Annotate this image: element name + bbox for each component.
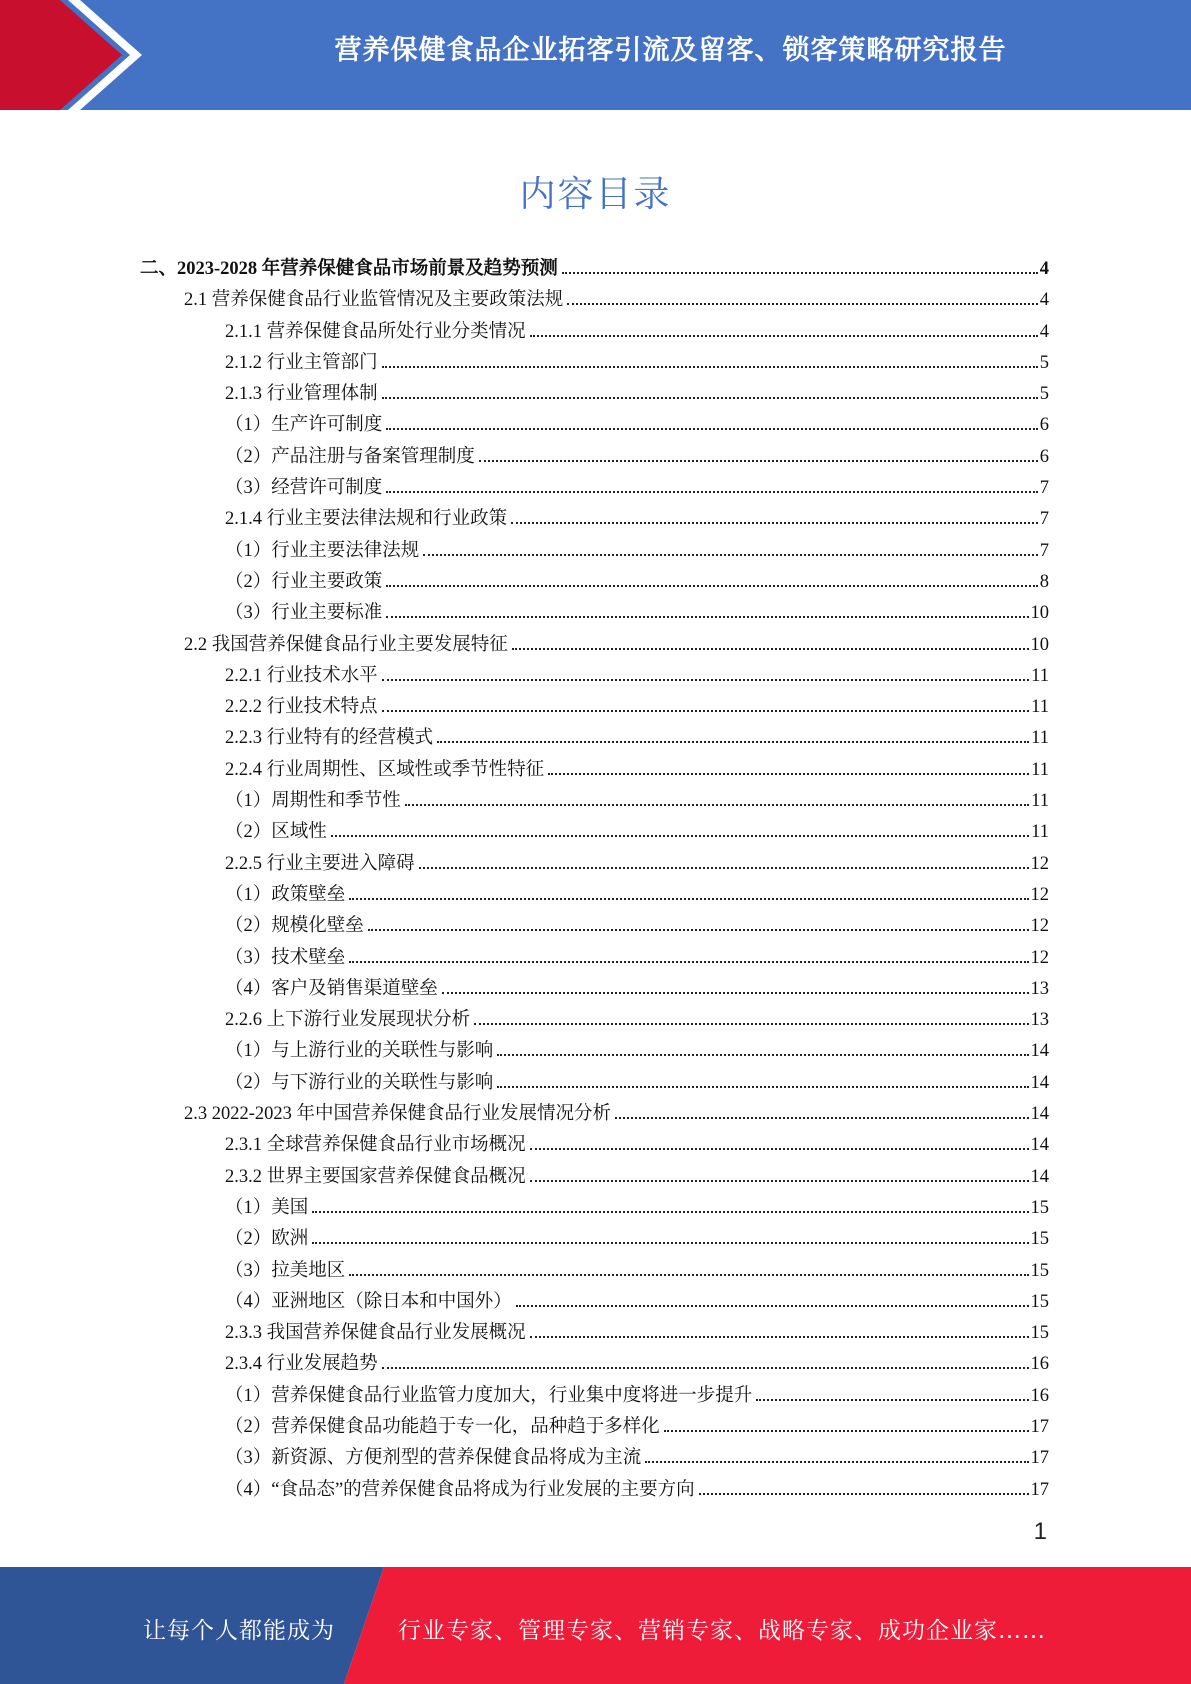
- toc-entry[interactable]: [140, 473, 1049, 504]
- toc-entry[interactable]: [140, 1412, 1049, 1443]
- toc-entry-page: 11: [1031, 665, 1049, 686]
- toc-entry-page: 7: [1039, 540, 1049, 561]
- toc-entry[interactable]: [140, 598, 1049, 629]
- toc-leader-dots: [615, 1117, 1028, 1119]
- toc-entry-page: 15: [1030, 1323, 1049, 1344]
- toc-entry-label: （3）行业主要标准: [225, 603, 383, 624]
- toc-entry-label: 2.1 营养保健食品行业监管情况及主要政策法规: [184, 290, 564, 311]
- toc-entry-label: （2）区域性: [225, 822, 327, 843]
- toc-entry-page: 17: [1030, 1448, 1049, 1469]
- toc-entry-page: 16: [1030, 1385, 1049, 1406]
- toc-entry[interactable]: [140, 1224, 1049, 1255]
- toc-entry[interactable]: [140, 786, 1049, 817]
- toc-entry[interactable]: [140, 285, 1049, 316]
- footer-slogan-left: 让每个人都能成为: [143, 1618, 335, 1644]
- toc-leader-dots: [664, 1430, 1029, 1432]
- toc-entry[interactable]: [140, 1256, 1049, 1287]
- toc-entry[interactable]: [140, 974, 1049, 1005]
- toc-leader-dots: [312, 1242, 1028, 1244]
- toc-entry[interactable]: [140, 1130, 1049, 1161]
- toc-leader-dots: [479, 460, 1038, 462]
- toc-entry[interactable]: [140, 692, 1049, 723]
- toc-entry-label: 2.3 2022-2023 年中国营养保健食品行业发展情况分析: [184, 1104, 612, 1125]
- toc-leader-dots: [331, 835, 1029, 837]
- toc-entry-label: （2）营养保健食品功能趋于专一化，品种趋于多样化: [225, 1416, 660, 1437]
- toc-entry-label: 2.2.2 行业技术特点: [225, 697, 378, 718]
- toc-entry[interactable]: [140, 817, 1049, 848]
- toc-entry-label: （2）行业主要政策: [225, 571, 383, 592]
- toc-entry-page: 12: [1030, 884, 1049, 905]
- toc-entry-label: 2.2 我国营养保健食品行业主要发展特征: [184, 634, 508, 655]
- toc-leader-dots: [419, 867, 1029, 869]
- toc-entry[interactable]: [140, 1068, 1049, 1099]
- toc-entry-label: 2.2.3 行业特有的经营模式: [225, 728, 434, 749]
- toc-entry-label: （1）生产许可制度: [225, 415, 383, 436]
- toc-entry[interactable]: [140, 880, 1049, 911]
- toc-leader-dots: [349, 898, 1028, 900]
- toc-entry-label: 2.3.3 我国营养保健食品行业发展概况: [225, 1323, 526, 1344]
- toc-entry-page: 7: [1039, 478, 1049, 499]
- toc-entry-page: 15: [1030, 1260, 1049, 1281]
- toc-entry-page: 11: [1031, 822, 1049, 843]
- toc-leader-dots: [567, 303, 1037, 305]
- toc-entry-label: 2.2.6 上下游行业发展现状分析: [225, 1010, 471, 1031]
- toc-leader-dots: [548, 773, 1029, 775]
- toc-leader-dots: [382, 710, 1030, 712]
- toc-leader-dots: [368, 929, 1029, 931]
- toc-leader-dots: [386, 585, 1037, 587]
- toc-entry-label: 2.1.2 行业主管部门: [225, 352, 378, 373]
- toc-entry-page: 16: [1030, 1354, 1049, 1375]
- toc-entry-page: 14: [1030, 1135, 1049, 1156]
- toc-leader-dots: [386, 616, 1028, 618]
- toc-leader-dots: [382, 366, 1038, 368]
- toc-entry[interactable]: [140, 661, 1049, 692]
- toc-entry-label: （2）规模化壁垒: [225, 916, 364, 937]
- toc-entry-label: （1）行业主要法律法规: [225, 540, 420, 561]
- toc-entry[interactable]: [140, 849, 1049, 880]
- toc-leader-dots: [530, 1180, 1029, 1182]
- toc-entry-page: 11: [1031, 759, 1049, 780]
- toc-leader-dots: [511, 522, 1038, 524]
- toc-leader-dots: [497, 1054, 1028, 1056]
- toc-entry-label: 2.1.3 行业管理体制: [225, 384, 378, 405]
- toc-entry-page: 5: [1039, 352, 1049, 373]
- toc-entry-page: 12: [1030, 947, 1049, 968]
- toc-entry-label: （2）产品注册与备案管理制度: [225, 446, 475, 467]
- toc-entry-label: （2）欧洲: [225, 1229, 309, 1250]
- toc-entry[interactable]: [140, 943, 1049, 974]
- report-title: 营养保健食品企业拓客引流及留客、锁客策略研究报告: [334, 35, 1007, 66]
- toc-leader-dots: [349, 961, 1028, 963]
- toc-entry-label: （4）亚洲地区（除日本和中国外）: [225, 1291, 512, 1312]
- toc-entry-page: 10: [1030, 603, 1049, 624]
- toc-entry[interactable]: [140, 410, 1049, 441]
- toc-leader-dots: [645, 1461, 1028, 1463]
- toc-entry[interactable]: [140, 348, 1049, 379]
- toc-entry[interactable]: [140, 567, 1049, 598]
- toc-leader-dots: [312, 1211, 1028, 1213]
- toc-entry[interactable]: [140, 1381, 1049, 1412]
- toc-entry[interactable]: [140, 317, 1049, 348]
- toc-leader-dots: [349, 1274, 1028, 1276]
- toc-entry[interactable]: [140, 536, 1049, 567]
- toc-entry-page: 10: [1030, 634, 1049, 655]
- toc-entry[interactable]: [140, 1162, 1049, 1193]
- toc-entry-page: 8: [1039, 571, 1049, 592]
- toc-entry[interactable]: [140, 1318, 1049, 1349]
- toc-entry-label: 2.3.1 全球营养保健食品行业市场概况: [225, 1135, 526, 1156]
- toc-entry-page: 13: [1030, 978, 1049, 999]
- footer-slogan-right: 行业专家、管理专家、营销专家、战略专家、成功企业家……: [398, 1618, 1046, 1644]
- toc-entry-page: 4: [1039, 321, 1049, 342]
- toc-entry-label: （1）与上游行业的关联性与影响: [225, 1041, 494, 1062]
- toc-entry[interactable]: [140, 755, 1049, 786]
- toc-entry-label: 2.1.1 营养保健食品所处行业分类情况: [225, 321, 526, 342]
- toc-leader-dots: [530, 335, 1038, 337]
- toc-entry-page: 15: [1030, 1197, 1049, 1218]
- toc-entry-page: 5: [1039, 384, 1049, 405]
- toc-leader-dots: [562, 272, 1038, 274]
- toc-entry-page: 14: [1030, 1166, 1049, 1187]
- toc-entry-label: （1）营养保健食品行业监管力度加大，行业集中度将进一步提升: [225, 1385, 753, 1406]
- toc-entry[interactable]: [140, 1005, 1049, 1036]
- toc-entry[interactable]: [140, 723, 1049, 754]
- toc-leader-dots: [423, 554, 1037, 556]
- toc-heading: 内容目录: [519, 174, 672, 215]
- toc-entry[interactable]: [140, 1036, 1049, 1067]
- toc-entry-label: （1）美国: [225, 1197, 309, 1218]
- toc-entry-label: （3）技术壁垒: [225, 947, 346, 968]
- toc-entry[interactable]: [140, 1099, 1049, 1130]
- toc-leader-dots: [474, 1023, 1028, 1025]
- toc-entry-page: 11: [1031, 728, 1049, 749]
- toc-entry[interactable]: [140, 911, 1049, 942]
- toc-leader-dots: [386, 428, 1037, 430]
- toc-entry-label: 2.1.4 行业主要法律法规和行业政策: [225, 509, 508, 530]
- toc-entry[interactable]: [140, 1193, 1049, 1224]
- toc-entry-page: 4: [1039, 259, 1049, 279]
- table-of-contents: [140, 254, 1049, 1506]
- page-number: 1: [1033, 1518, 1047, 1545]
- toc-entry[interactable]: [140, 379, 1049, 410]
- toc-entry-page: 17: [1030, 1416, 1049, 1437]
- toc-entry-label: （1）政策壁垒: [225, 884, 346, 905]
- toc-entry-page: 15: [1030, 1291, 1049, 1312]
- toc-entry[interactable]: [140, 1443, 1049, 1474]
- toc-leader-dots: [442, 992, 1029, 994]
- toc-entry[interactable]: [140, 630, 1049, 661]
- toc-entry-page: 15: [1030, 1229, 1049, 1250]
- toc-entry-label: （3）新资源、方便剂型的营养保健食品将成为主流: [225, 1448, 642, 1469]
- toc-entry-label: 2.3.2 世界主要国家营养保健食品概况: [225, 1166, 526, 1187]
- toc-entry-page: 4: [1039, 290, 1049, 311]
- toc-entry-label: （2）与下游行业的关联性与影响: [225, 1072, 494, 1093]
- toc-leader-dots: [497, 1086, 1028, 1088]
- toc-entry-page: 14: [1030, 1104, 1049, 1125]
- toc-entry-page: 17: [1030, 1479, 1049, 1500]
- toc-entry-page: 11: [1031, 697, 1049, 718]
- header-arrow-decoration: [0, 0, 160, 110]
- toc-entry-label: （1）周期性和季节性: [225, 791, 401, 812]
- toc-entry-label: 二、2023-2028 年营养保健食品市场前景及趋势预测: [140, 259, 558, 279]
- toc-entry-page: 6: [1039, 446, 1049, 467]
- header-band: [0, 0, 1191, 110]
- toc-entry-label: （3）拉美地区: [225, 1260, 346, 1281]
- toc-leader-dots: [382, 1367, 1029, 1369]
- toc-leader-dots: [382, 397, 1038, 399]
- toc-entry-page: 14: [1030, 1041, 1049, 1062]
- toc-entry[interactable]: [140, 1287, 1049, 1318]
- toc-leader-dots: [756, 1399, 1028, 1401]
- toc-leader-dots: [437, 741, 1029, 743]
- toc-leader-dots: [382, 679, 1030, 681]
- toc-entry-label: （4）客户及销售渠道壁垒: [225, 978, 438, 999]
- toc-entry[interactable]: [140, 504, 1049, 535]
- toc-entry-label: 2.2.4 行业周期性、区域性或季节性特征: [225, 759, 545, 780]
- toc-entry-page: 6: [1039, 415, 1049, 436]
- toc-leader-dots: [405, 804, 1029, 806]
- toc-entry-page: 7: [1039, 509, 1049, 530]
- toc-entry-page: 13: [1030, 1010, 1049, 1031]
- toc-entry[interactable]: [140, 1475, 1049, 1506]
- toc-leader-dots: [530, 1336, 1029, 1338]
- footer-band: [0, 1567, 1191, 1684]
- toc-entry-label: （4）“食品态”的营养保健食品将成为行业发展的主要方向: [225, 1479, 695, 1500]
- toc-entry[interactable]: [140, 254, 1049, 285]
- toc-entry-page: 11: [1031, 791, 1049, 812]
- toc-entry-label: （3）经营许可制度: [225, 478, 383, 499]
- toc-entry-page: 12: [1030, 916, 1049, 937]
- toc-entry[interactable]: [140, 442, 1049, 473]
- toc-entry-page: 14: [1030, 1072, 1049, 1093]
- toc-entry[interactable]: [140, 1349, 1049, 1380]
- toc-leader-dots: [516, 1305, 1029, 1307]
- toc-entry-label: 2.2.5 行业主要进入障碍: [225, 853, 415, 874]
- toc-entry-label: 2.3.4 行业发展趋势: [225, 1354, 378, 1375]
- toc-entry-page: 12: [1030, 853, 1049, 874]
- toc-leader-dots: [699, 1493, 1029, 1495]
- toc-leader-dots: [386, 491, 1037, 493]
- toc-entry-label: 2.2.1 行业技术水平: [225, 665, 378, 686]
- toc-leader-dots: [530, 1148, 1029, 1150]
- toc-leader-dots: [512, 648, 1029, 650]
